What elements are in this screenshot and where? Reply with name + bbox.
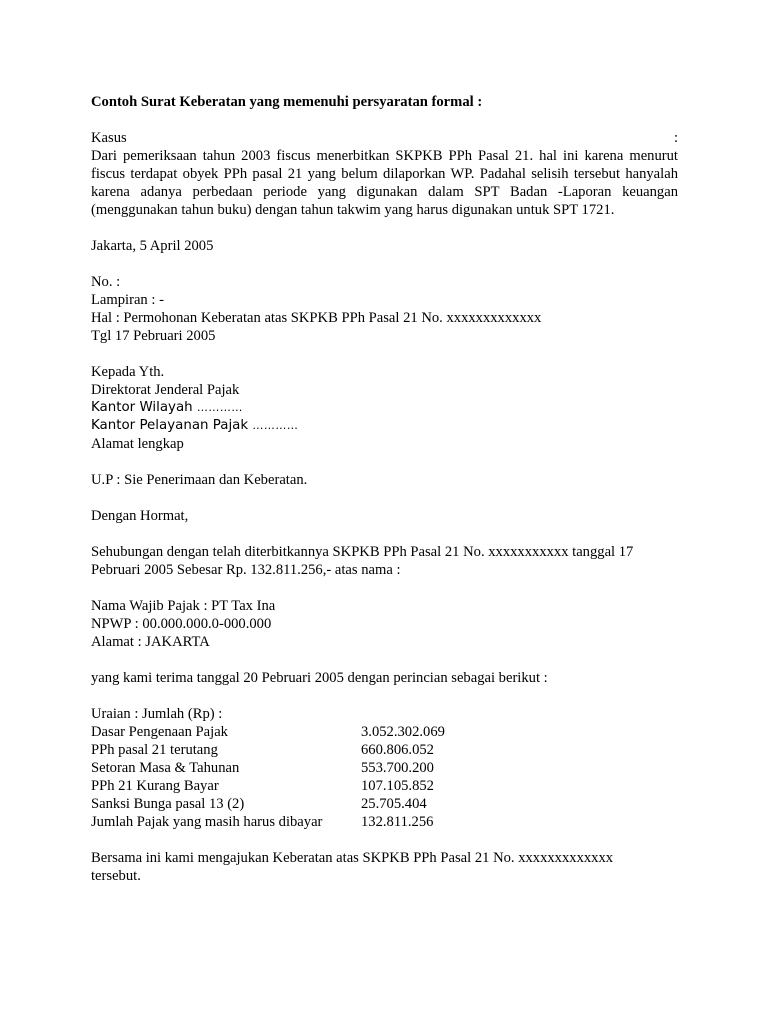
kasus-heading bbox=[91, 129, 678, 147]
table-row bbox=[91, 777, 678, 795]
letter-subject: Hal : Permohonan Keberatan atas SKPKB PPh Pasal 21 No. xxxxxxxxxxxxx bbox=[91, 310, 542, 326]
closing-line-1: Bersama ini kami mengajukan Keberatan atas SKPKB PPh Pasal 21 No. xxxxxxxxxxxxx bbox=[91, 850, 614, 866]
table-row bbox=[91, 741, 678, 759]
rincian-label: PPh 21 Kurang Bayar bbox=[91, 778, 219, 794]
intro-line-2: Pebruari 2005 Sebesar Rp. 132.811.256,- atas nama : bbox=[91, 562, 401, 578]
spacer bbox=[91, 489, 678, 507]
table-row bbox=[91, 813, 678, 831]
spacer bbox=[91, 687, 678, 705]
taxpayer-name: Nama Wajib Pajak : PT Tax Ina bbox=[91, 598, 276, 614]
spacer bbox=[91, 831, 678, 849]
rincian-label: Setoran Masa & Tahunan bbox=[91, 760, 240, 776]
regional-office-dots: ………… bbox=[196, 401, 243, 414]
rincian-table bbox=[91, 723, 678, 831]
table-row bbox=[91, 759, 678, 777]
kasus-paragraph: Dari pemeriksaan tahun 2003 fiscus menerbitkan SKPKB PPh Pasal 21. hal ini karena menurut fiscus terdapat obyek PPh pasal 21 yang belum dilaporkan WP. Padahal selisih tersebut hanyalah karena adanya perbedaan periode yang digunakan dalam SPT Badan -Laporan keuangan (menggunakan tahun buku) dengan tahun takwim yang harus digunakan untuk SPT 1721. bbox=[91, 148, 678, 218]
recipient-salutation: Kepada Yth. bbox=[91, 364, 165, 380]
spacer bbox=[91, 255, 678, 273]
letter-attachment: Lampiran : - bbox=[91, 292, 164, 308]
intro-line-1: Sehubungan dengan telah diterbitkannya SKPKB PPh Pasal 21 No. xxxxxxxxxxx tanggal 17 bbox=[91, 544, 634, 560]
table-row bbox=[91, 795, 678, 813]
spacer bbox=[91, 525, 678, 543]
letter-date-place: Jakarta, 5 April 2005 bbox=[91, 238, 214, 254]
rincian-value: 553.700.200 bbox=[361, 760, 434, 776]
kasus-colon: : bbox=[673, 130, 678, 146]
recipient-directorate: Direktorat Jenderal Pajak bbox=[91, 382, 240, 398]
letter-number: No. : bbox=[91, 274, 121, 290]
regional-office-label: Kantor Wilayah bbox=[91, 400, 193, 415]
rincian-value: 132.811.256 bbox=[361, 814, 434, 830]
recipient-address: Alamat lengkap bbox=[91, 436, 184, 452]
table-row bbox=[91, 723, 678, 741]
recipient-regional-office bbox=[91, 399, 678, 417]
document-title: Contoh Surat Keberatan yang memenuhi persyaratan formal : bbox=[91, 94, 483, 110]
kasus-label: Kasus bbox=[91, 130, 127, 146]
spacer bbox=[91, 579, 678, 597]
rincian-label: PPh pasal 21 terutang bbox=[91, 742, 218, 758]
taxpayer-npwp: NPWP : 00.000.000.0-000.000 bbox=[91, 616, 272, 632]
rincian-label: Sanksi Bunga pasal 13 (2) bbox=[91, 796, 245, 812]
spacer bbox=[91, 453, 678, 471]
rincian-value: 25.705.404 bbox=[361, 796, 427, 812]
received-statement: yang kami terima tanggal 20 Pebruari 2005 dengan perincian sebagai berikut : bbox=[91, 670, 548, 686]
rincian-label: Dasar Pengenaan Pajak bbox=[91, 724, 228, 740]
rincian-label: Jumlah Pajak yang masih harus dibayar bbox=[91, 814, 323, 830]
rincian-header: Uraian : Jumlah (Rp) : bbox=[91, 706, 223, 722]
closing-line-2: tersebut. bbox=[91, 868, 141, 884]
taxpayer-address: Alamat : JAKARTA bbox=[91, 634, 210, 650]
spacer bbox=[91, 345, 678, 363]
greeting: Dengan Hormat, bbox=[91, 508, 189, 524]
letter-body bbox=[91, 93, 678, 885]
spacer bbox=[91, 111, 678, 129]
spacer bbox=[91, 651, 678, 669]
rincian-value: 107.105.852 bbox=[361, 778, 434, 794]
recipient-tax-office bbox=[91, 417, 678, 435]
rincian-value: 660.806.052 bbox=[361, 742, 434, 758]
tax-office-label: Kantor Pelayanan Pajak bbox=[91, 418, 249, 433]
tax-office-dots: ………… bbox=[252, 419, 299, 432]
attention-line: U.P : Sie Penerimaan dan Keberatan. bbox=[91, 472, 308, 488]
rincian-value: 3.052.302.069 bbox=[361, 724, 445, 740]
spacer bbox=[91, 219, 678, 237]
letter-subject-date: Tgl 17 Pebruari 2005 bbox=[91, 328, 216, 344]
